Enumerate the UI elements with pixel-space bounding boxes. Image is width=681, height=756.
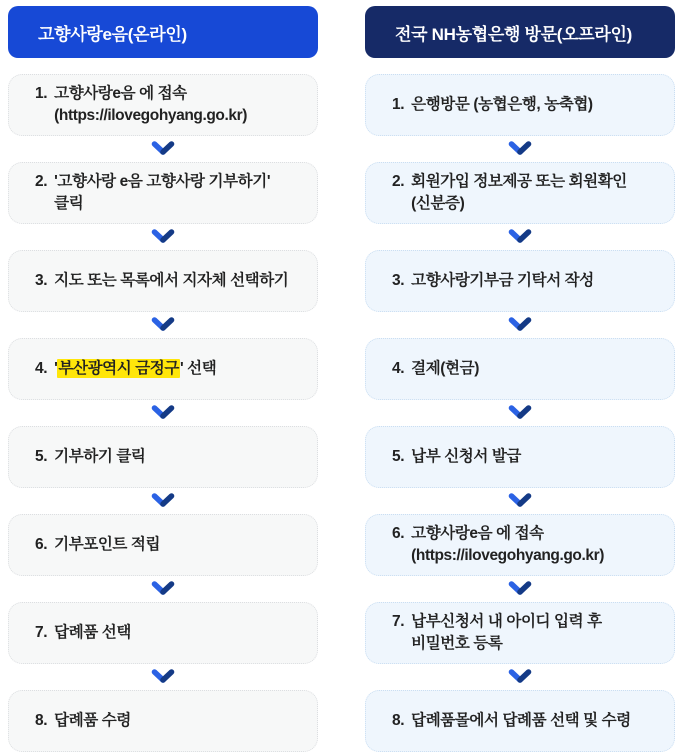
step-connector (365, 576, 675, 602)
chevron-down-icon (508, 581, 532, 597)
step-box (365, 74, 675, 136)
step-text: 은행방문 (농협은행, 농축협) (411, 96, 593, 113)
step-text: 고향사랑e음 에 접속 (https://ilovegohyang.go.kr) (54, 85, 248, 124)
step-number: 1. (35, 85, 48, 102)
highlighted-text: 부산광역시 금정구 (58, 360, 179, 377)
step-connector (8, 224, 318, 250)
step-connector (8, 312, 318, 338)
chevron-down-icon (508, 229, 532, 245)
chevron-down-icon (151, 141, 175, 157)
step-text: 고향사랑기부금 기탁서 작성 (411, 272, 594, 289)
step-number: 4. (392, 360, 405, 377)
step-text: 답례품 선택 (54, 624, 131, 641)
column-header-online: 고향사랑e음(온라인) (8, 6, 318, 58)
step-number: 6. (392, 525, 405, 542)
step-text: 기부포인트 적립 (54, 536, 161, 553)
step-connector (365, 400, 675, 426)
step-text: 기부하기 클릭 (54, 448, 146, 465)
step-number: 2. (392, 173, 405, 190)
step-number: 6. (35, 536, 48, 553)
step-connector (8, 136, 318, 162)
step-box (365, 426, 675, 488)
step-connector (365, 224, 675, 250)
step-connector (365, 136, 675, 162)
step-number: 8. (392, 712, 405, 729)
step-box (365, 690, 675, 752)
column-steps (8, 74, 318, 752)
step-number: 8. (35, 712, 48, 729)
step-box (365, 514, 675, 576)
chevron-down-icon (508, 669, 532, 685)
chevron-down-icon (151, 669, 175, 685)
step-number: 2. (35, 173, 48, 190)
column-header-offline: 전국 NH농협은행 방문(오프라인) (365, 6, 675, 58)
chevron-down-icon (508, 405, 532, 421)
step-text: '부산광역시 금정구' 선택 (54, 360, 217, 377)
step-text: 지도 또는 목록에서 지자체 선택하기 (54, 272, 289, 289)
step-text: '고향사랑 e음 고향사랑 기부하기' 클릭 (54, 173, 271, 212)
step-number: 7. (392, 613, 405, 630)
step-connector (8, 664, 318, 690)
step-connector (8, 400, 318, 426)
step-connector (365, 664, 675, 690)
step-box (365, 602, 675, 664)
step-number: 5. (392, 448, 405, 465)
step-number: 4. (35, 360, 48, 377)
step-number: 3. (35, 272, 48, 289)
step-box (8, 514, 318, 576)
step-text: 결제(현금) (411, 360, 479, 377)
chevron-down-icon (151, 581, 175, 597)
flow-column-online (8, 6, 318, 752)
flow-column-offline (365, 6, 675, 752)
chevron-down-icon (508, 493, 532, 509)
chevron-down-icon (151, 229, 175, 245)
chevron-down-icon (151, 405, 175, 421)
column-steps (365, 74, 675, 752)
chevron-down-icon (151, 493, 175, 509)
step-text: 고향사랑e음 에 접속 (https://ilovegohyang.go.kr) (411, 525, 605, 564)
step-connector (365, 312, 675, 338)
step-box (8, 338, 318, 400)
step-connector (365, 488, 675, 514)
step-text: 납부 신청서 발급 (411, 448, 521, 465)
step-box (8, 690, 318, 752)
chevron-down-icon (508, 317, 532, 333)
step-box (8, 162, 318, 224)
step-number: 3. (392, 272, 405, 289)
step-box (8, 602, 318, 664)
step-number: 5. (35, 448, 48, 465)
step-text: 답례품 수령 (54, 712, 131, 729)
step-number: 7. (35, 624, 48, 641)
chevron-down-icon (508, 141, 532, 157)
step-box (8, 426, 318, 488)
chevron-down-icon (151, 317, 175, 333)
step-box (365, 338, 675, 400)
step-connector (8, 576, 318, 602)
step-connector (8, 488, 318, 514)
step-box (365, 250, 675, 312)
step-text: 회원가입 정보제공 또는 회원확인 (신분증) (411, 173, 627, 212)
step-text: 납부신청서 내 아이디 입력 후 비밀번호 등록 (411, 613, 602, 652)
step-text: 답례품몰에서 답례품 선택 및 수령 (411, 712, 631, 729)
step-number: 1. (392, 96, 405, 113)
step-box (8, 250, 318, 312)
step-box (365, 162, 675, 224)
step-box (8, 74, 318, 136)
